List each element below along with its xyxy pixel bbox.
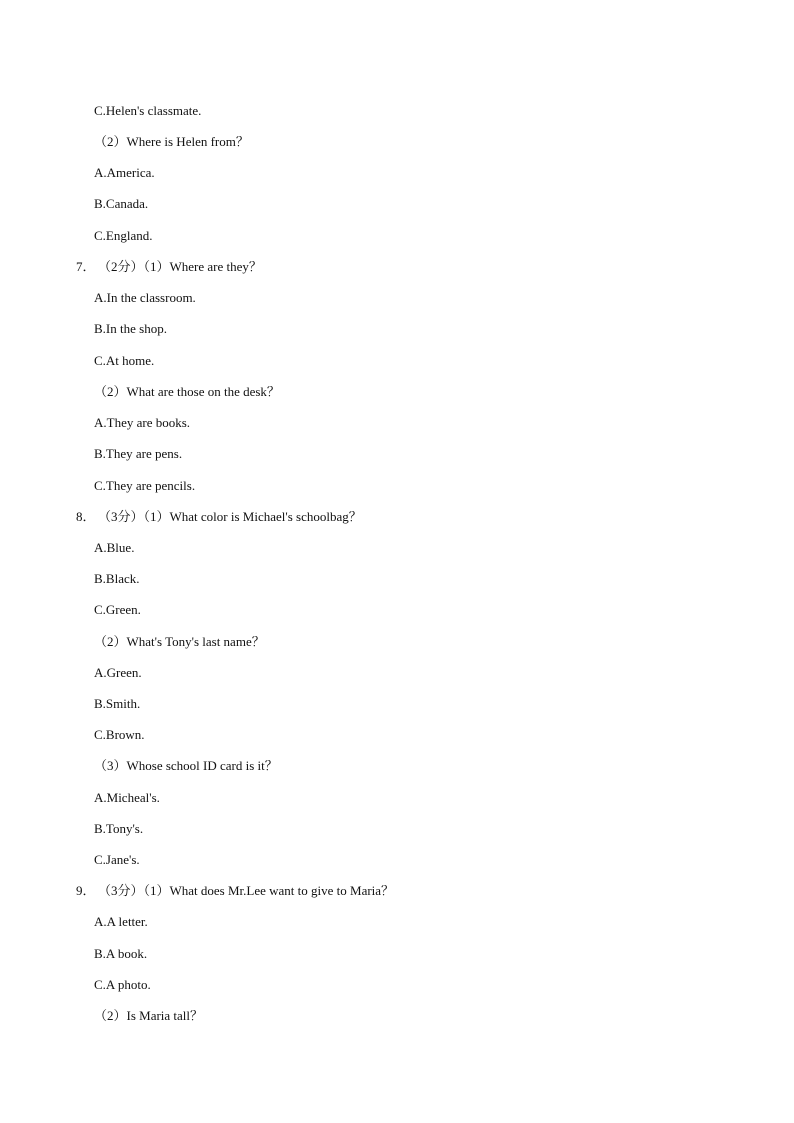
sub-question-line: （2）Is Maria tall？ — [94, 1008, 204, 1023]
option-line: B.Smith. — [94, 696, 141, 711]
option-line: A.Green. — [94, 665, 142, 680]
sub-question-line: （2）What are those on the desk？ — [94, 384, 280, 399]
option-line: A.A letter. — [94, 914, 148, 929]
question-number: 8． — [76, 509, 96, 524]
sub-question-line: （2）What's Tony's last name？ — [94, 634, 265, 649]
option-line: A.They are books. — [94, 415, 191, 430]
option-line: B.In the shop. — [94, 321, 167, 336]
option-line: C.Jane's. — [94, 852, 140, 867]
question-number: 7． — [76, 259, 96, 274]
option-line: B.They are pens. — [94, 446, 183, 461]
option-line: C.A photo. — [94, 977, 151, 992]
option-line: C.They are pencils. — [94, 478, 196, 493]
option-line: A.Micheal's. — [94, 790, 160, 805]
question-text: （3分）（1）What does Mr.Lee want to give to Maria？ — [98, 883, 395, 898]
option-line: C.Brown. — [94, 727, 145, 742]
sub-question-line: （3）Whose school ID card is it？ — [94, 758, 278, 773]
option-line: B.Tony's. — [94, 821, 144, 836]
question-heading — [76, 259, 262, 275]
sub-question-line: （2）Where is Helen from？ — [94, 134, 249, 149]
option-line: A.Blue. — [94, 540, 135, 555]
option-line: B.A book. — [94, 946, 148, 961]
option-line: C.Helen's classmate. — [94, 103, 202, 118]
option-line: C.Green. — [94, 602, 141, 617]
option-line: C.England. — [94, 228, 153, 243]
option-line: A.America. — [94, 165, 155, 180]
option-line: C.At home. — [94, 353, 155, 368]
option-line: B.Canada. — [94, 196, 149, 211]
question-heading — [76, 509, 362, 525]
question-number: 9． — [76, 883, 96, 898]
question-text: （2分）（1）Where are they？ — [98, 259, 262, 274]
option-line: B.Black. — [94, 571, 140, 586]
question-heading — [76, 883, 394, 899]
option-line: A.In the classroom. — [94, 290, 196, 305]
question-text: （3分）（1）What color is Michael's schoolbag？ — [98, 509, 362, 524]
